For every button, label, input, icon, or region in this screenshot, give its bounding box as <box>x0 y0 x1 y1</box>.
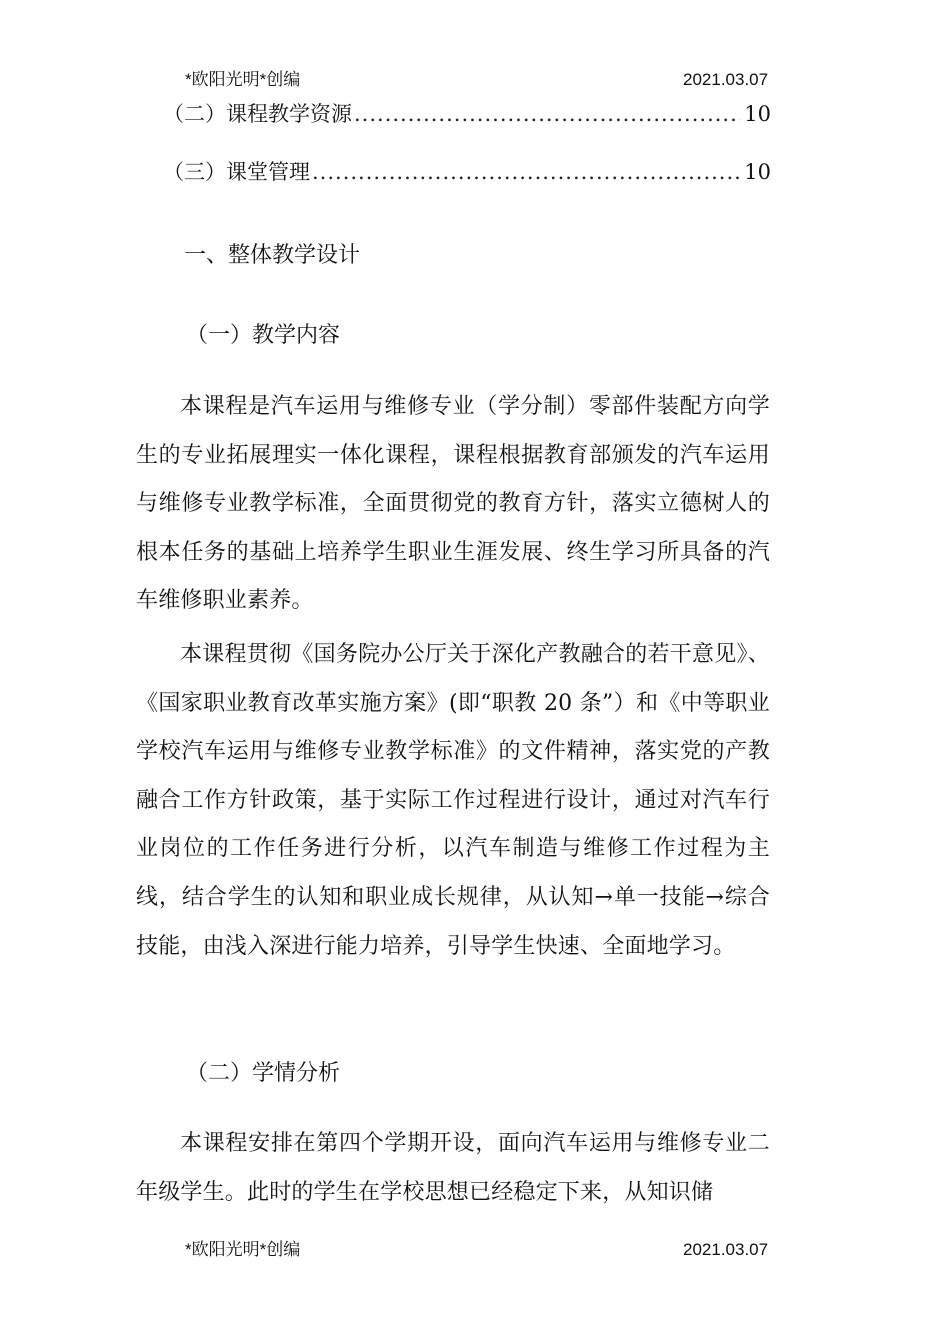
footer-date: 2021.03.07 <box>683 1240 769 1259</box>
paragraph-teaching-content-2: 本课程贯彻《国务院办公厅关于深化产教融合的若干意见》、《国家职业教育改革实施方案》(即“职教 20 条”）和《中等职业学校汽车运用与维修专业教学标准》的文件精神，落实党的产教融合工作方针政策，基于实际工作过程进行设计，通过对汽车行业岗位的工作任务进行分析，以汽车制造与维修工作过程为主线，结合学生的认知和职业成长规律，从认知→单一技能→综合技能，由浅入深进行能力培养，引导学生快速、全面地学习。 <box>136 642 770 959</box>
footer-author: *欧阳光明*创编 <box>185 1240 301 1259</box>
section-title: 一、整体教学设计 <box>184 243 361 268</box>
toc-entry-classroom-management[interactable] <box>163 157 771 187</box>
toc-leader <box>312 157 740 187</box>
paragraph-teaching-content-1: 本课程是汽车运用与维修专业（学分制）零部件装配方向学生的专业拓展理实一体化课程，课程根据教育部颁发的汽车运用与维修专业教学标准，全面贯彻党的教育方针，落实立德树人的根本任务的基础上培养学生职业生涯发展、终生学习所具备的汽车维修职业素养。 <box>136 394 770 614</box>
toc-label: （二）课程教学资源 <box>163 102 352 126</box>
toc-page-number: 10 <box>744 160 771 184</box>
paragraph-student-analysis: 本课程安排在第四个学期开设，面向汽车运用与维修专业二年级学生。此时的学生在学校思想已经稳定下来，从知识储 <box>136 1131 770 1205</box>
header-date: 2021.03.07 <box>683 70 769 89</box>
header-author: *欧阳光明*创编 <box>185 70 301 89</box>
toc-label: （三）课堂管理 <box>163 160 310 184</box>
toc-page-number: 10 <box>744 102 771 126</box>
subsection-title-teaching-content: （一）教学内容 <box>186 323 341 348</box>
subsection-title-student-analysis: （二）学情分析 <box>186 1061 341 1086</box>
toc-leader <box>354 99 740 129</box>
toc-entry-course-resources[interactable] <box>163 99 771 129</box>
